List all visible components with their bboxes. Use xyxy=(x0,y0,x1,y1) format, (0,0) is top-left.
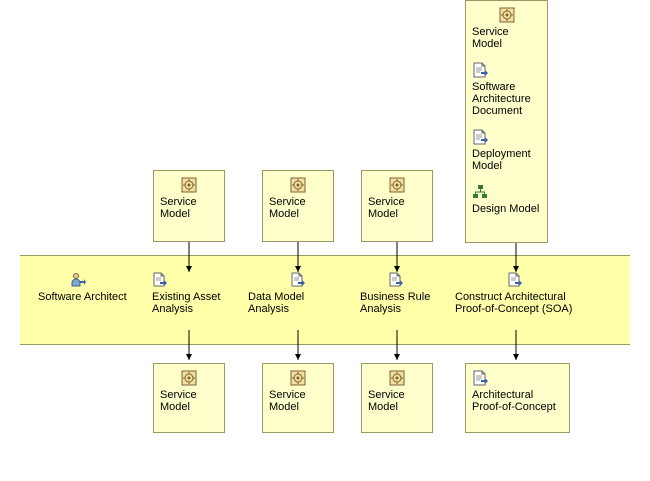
activity-label: Existing Asset Analysis xyxy=(152,291,221,315)
artifact-label: Design Model xyxy=(472,203,540,215)
artifact-label: Service Model xyxy=(269,196,306,220)
artifact-label: Service Model xyxy=(368,196,405,220)
activity-business-rule-analysis[interactable] xyxy=(360,272,440,315)
artifact-label: Software Architecture Document xyxy=(472,81,531,117)
artifact-model-icon xyxy=(499,7,515,23)
artifact-label: Service Model xyxy=(269,389,306,413)
activity-label: Business Rule Analysis xyxy=(360,291,431,315)
artifact-document-icon xyxy=(472,62,488,78)
artifact-document-icon xyxy=(472,129,488,145)
artifact-document-icon xyxy=(472,370,488,386)
artifact-model-icon xyxy=(181,177,197,193)
artifact-label: Service Model xyxy=(472,26,509,50)
artifact-label: Deployment Model xyxy=(472,148,531,172)
activity-icon xyxy=(290,272,306,288)
activity-label: Construct Architectural Proof-of-Concept (SOA) xyxy=(455,291,573,315)
artifact-service-model-bottom-1[interactable] xyxy=(153,363,225,433)
activity-data-model-analysis[interactable] xyxy=(248,272,343,315)
artifact-service-model-top-3[interactable] xyxy=(361,170,433,242)
artifact-model-icon xyxy=(389,177,405,193)
artifact-service-model-top-1[interactable] xyxy=(153,170,225,242)
artifact-architectural-proof-of-concept[interactable] xyxy=(465,363,570,433)
activity-icon xyxy=(507,272,523,288)
artifact-model-icon xyxy=(181,370,197,386)
activity-label: Data Model Analysis xyxy=(248,291,305,315)
role-software-architect[interactable] xyxy=(38,272,150,303)
artifact-label: Service Model xyxy=(160,196,197,220)
artifact-label: Service Model xyxy=(160,389,197,413)
activity-construct-architectural-proof-of-concept[interactable] xyxy=(455,272,577,315)
artifact-service-model-top-2[interactable] xyxy=(262,170,334,242)
role-label: Software Architect xyxy=(38,291,127,303)
activity-existing-asset-analysis[interactable] xyxy=(152,272,232,315)
design-model-icon xyxy=(472,184,488,200)
artifact-model-icon xyxy=(290,177,306,193)
artifact-service-model-bottom-2[interactable] xyxy=(262,363,334,433)
artifact-label: Architectural Proof-of-Concept xyxy=(472,389,556,413)
artifact-group-inputs[interactable] xyxy=(465,0,548,243)
artifact-label: Service Model xyxy=(368,389,405,413)
activity-icon xyxy=(388,272,404,288)
artifact-model-icon xyxy=(290,370,306,386)
worker-role-icon xyxy=(70,272,86,288)
artifact-model-icon xyxy=(389,370,405,386)
artifact-service-model-bottom-3[interactable] xyxy=(361,363,433,433)
activity-icon xyxy=(152,272,168,288)
